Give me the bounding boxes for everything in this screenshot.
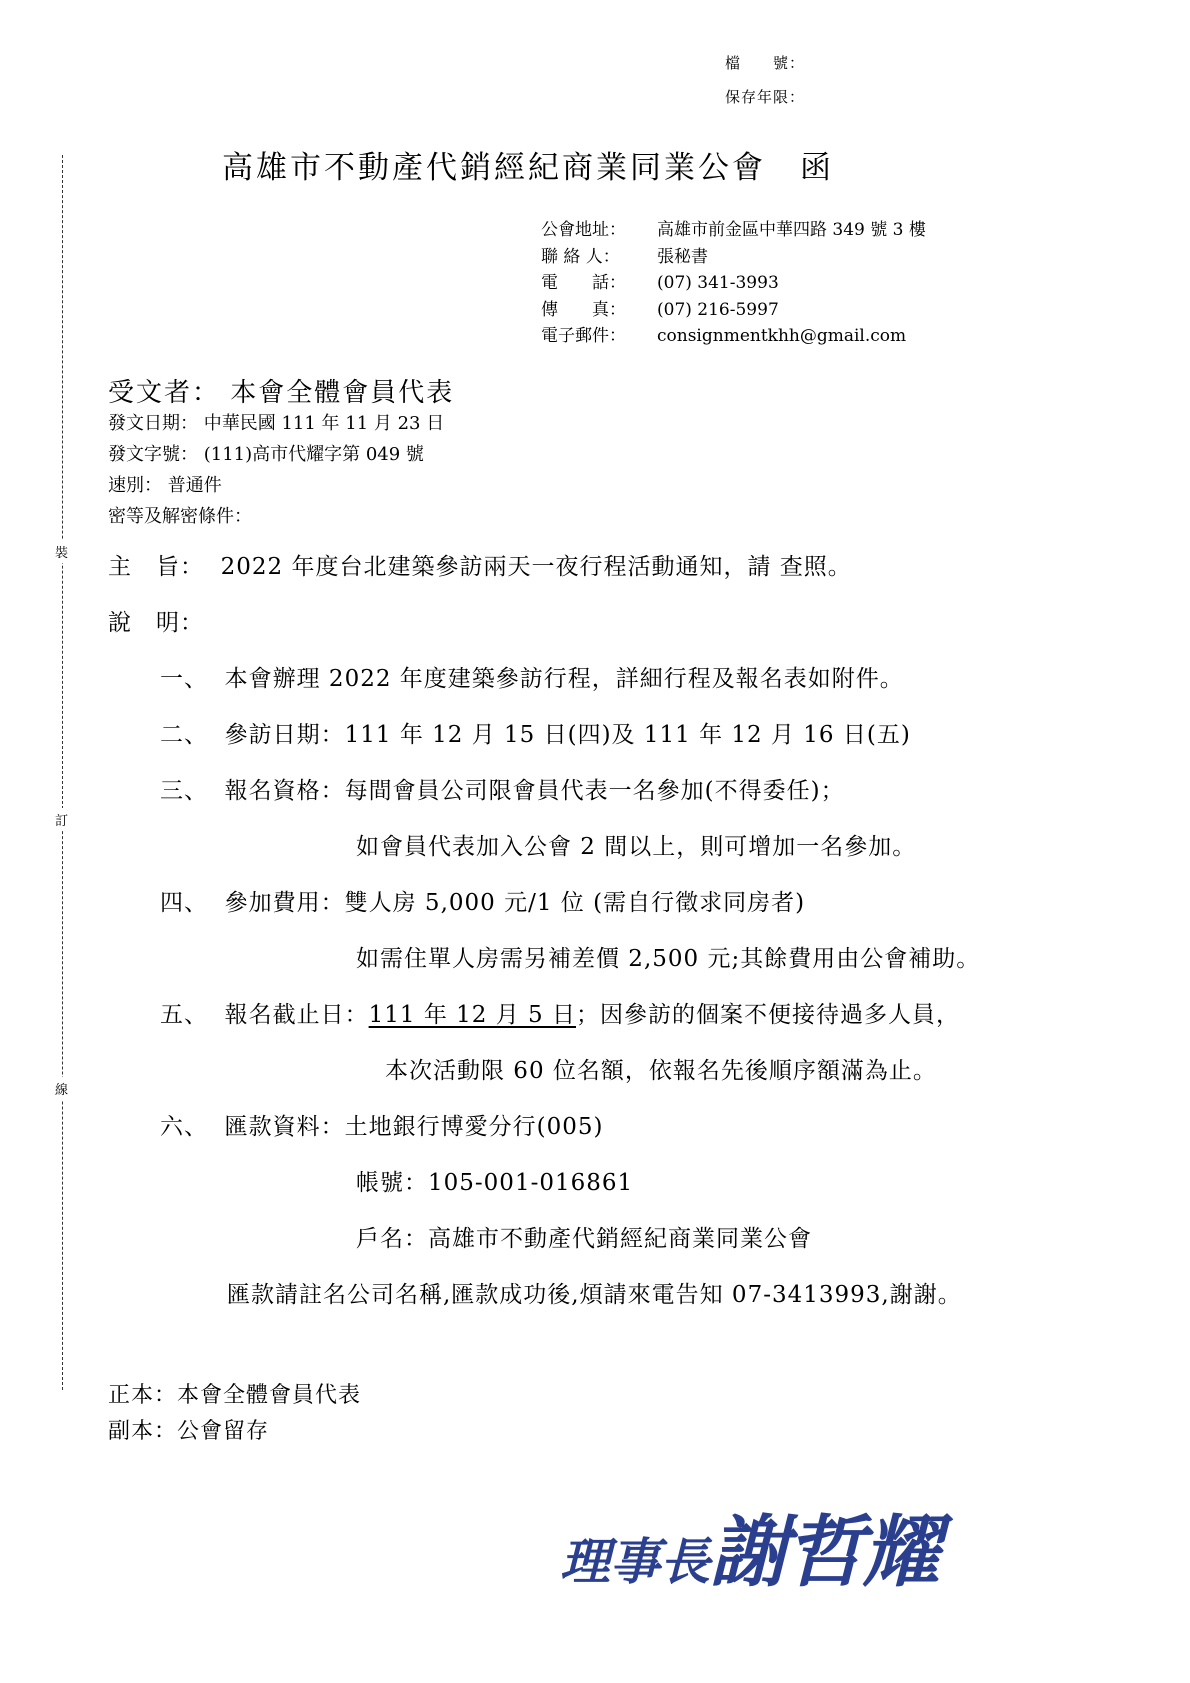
urgency: 速別： 普通件 — [108, 475, 222, 496]
copy-recipient: 副本：公會留存 — [108, 1419, 270, 1444]
contact-fax: 傳 真： (07) 216-5997 — [541, 299, 779, 320]
seal-name: 謝哲耀 — [710, 1507, 939, 1598]
item-2: 二、 參訪日期：111 年 12 月 15 日(四)及 111 年 12 月 16 日(五) — [160, 722, 911, 748]
issue-date: 發文日期： 中華民國 111 年 11 月 23 日 — [108, 413, 445, 434]
binding-mark-zhuang: 裝 — [55, 540, 68, 563]
item-3-continuation: 如會員代表加入公會 2 間以上，則可增加一名參加。 — [356, 834, 917, 860]
binding-dashed-line — [62, 155, 63, 1390]
contact-address: 公會地址： 高雄市前金區中華四路 349 號 3 樓 — [541, 220, 926, 240]
issue-number: 發文字號： (111)高市代耀字第 049 號 — [108, 444, 424, 465]
deadline-date: 111 年 12 月 5 日 — [368, 1002, 576, 1028]
item-4: 四、 參加費用：雙人房 5,000 元/1 位 (需自行徵求同房者) — [160, 890, 806, 916]
item-5: 五、 報名截止日：111 年 12 月 5 日；因參訪的個案不便接待過多人員， — [160, 1002, 960, 1028]
confidentiality: 密等及解密條件： — [108, 506, 252, 527]
subject-line — [108, 548, 852, 581]
original-recipient: 正本：本會全體會員代表 — [108, 1383, 362, 1408]
item-4-continuation: 如需住單人房需另補差價 2,500 元;其餘費用由公會補助。 — [356, 946, 981, 972]
contact-person: 聯 絡 人： 張秘書 — [541, 246, 708, 267]
issue-meta — [108, 408, 444, 532]
document-title: 高雄市不動產代銷經紀商業同業公會 函 — [222, 150, 834, 186]
chairman-seal — [560, 1490, 938, 1602]
item-6: 六、 匯款資料：土地銀行博愛分行(005) — [160, 1114, 604, 1140]
item-3: 三、 報名資格：每間會員公司限會員代表一名參加(不得委任)； — [160, 778, 845, 804]
explanation-label: 說 明： — [108, 610, 204, 636]
copies-block — [108, 1378, 361, 1450]
seal-title: 理事長 — [560, 1532, 710, 1591]
item-1: 一、 本會辦理 2022 年度建築參訪行程，詳細行程及報名表如附件。 — [160, 666, 904, 692]
contact-email: 電子郵件： consignmentkhh@gmail.com — [541, 326, 907, 346]
recipient-line: 受文者： 本會全體會員代表 — [108, 378, 455, 408]
bank-account-name: 戶名：高雄市不動產代銷經紀商業同業公會 — [356, 1226, 812, 1252]
file-number-label: 檔 號： — [725, 54, 806, 72]
subject-label: 主 旨： — [108, 554, 204, 580]
contact-phone: 電 話： (07) 341-3993 — [541, 273, 779, 293]
item-5-continuation: 本次活動限 60 位名額，依報名先後順序額滿為止。 — [385, 1058, 937, 1084]
closing-note: 匯款請註名公司名稱,匯款成功後,煩請來電告知 07-3413993,謝謝。 — [227, 1282, 962, 1308]
subject-text: 2022 年度台北建築參訪兩天一夜行程活動通知，請 查照。 — [220, 554, 852, 580]
retention-period-label: 保存年限： — [725, 88, 806, 106]
binding-mark-ding: 訂 — [55, 808, 68, 831]
bank-account-number: 帳號：105-001-016861 — [356, 1170, 634, 1196]
binding-mark-xian: 線 — [55, 1077, 68, 1100]
contact-block — [541, 217, 926, 350]
